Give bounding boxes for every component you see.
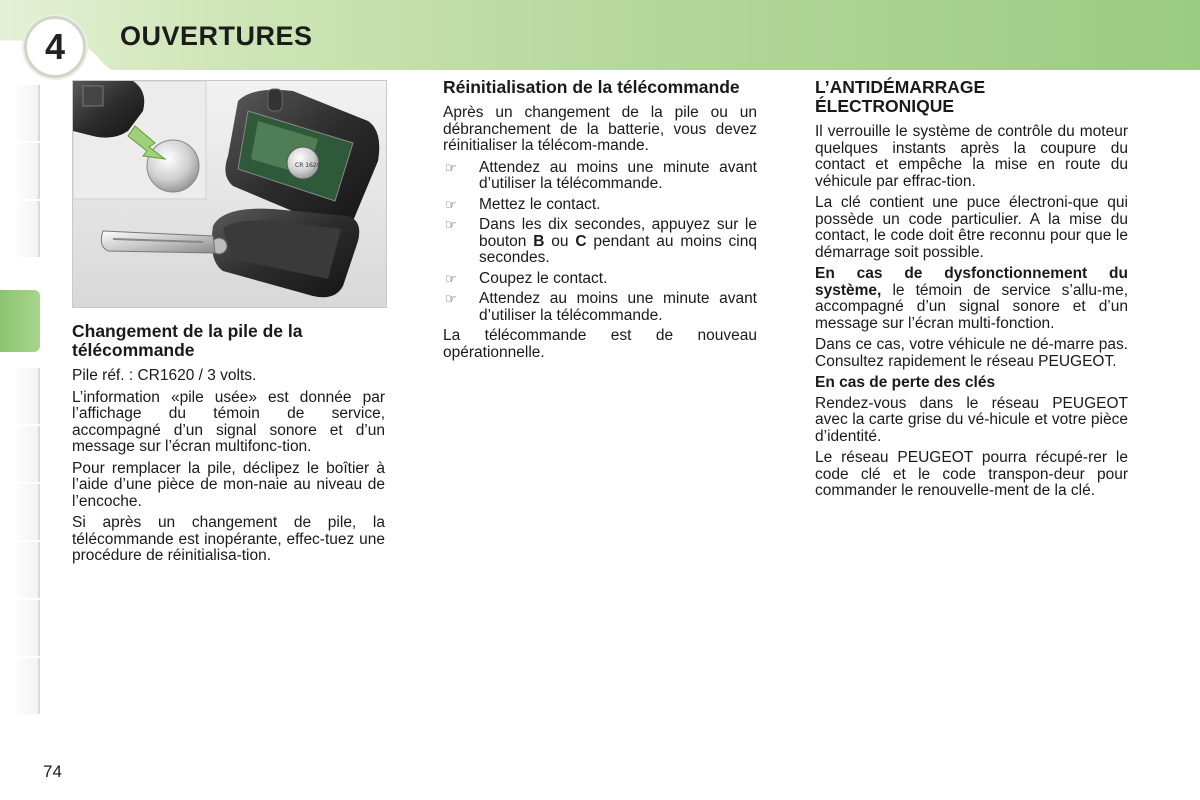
button-c-label: C — [575, 232, 587, 250]
step-text: Attendez au moins une minute avant d’utiliser la télécommande. — [479, 290, 757, 324]
battery-warning-paragraph — [72, 390, 385, 456]
chapter-number-badge: 4 — [24, 16, 86, 78]
side-tab-2[interactable] — [12, 143, 40, 199]
step-text: Coupez le contact. — [479, 269, 608, 287]
page-number: 74 — [43, 762, 62, 781]
immobiliser-p2: La clé contient une puce électroni-que qui possède un code particulier. A la mise du contact, le code doit être reconnu pour que le démarrage soit possible. — [815, 194, 1128, 261]
text-span: , accompagné d’un signal sonore et d’un message sur l’écran multifonc-tion. — [72, 405, 385, 455]
side-tab-10[interactable] — [12, 658, 40, 714]
immobiliser-section — [815, 78, 1128, 505]
side-tab-3[interactable] — [12, 201, 40, 257]
step-text: pendant au moins cinq secondes. — [479, 232, 757, 266]
step-text: Mettez le contact. — [479, 195, 601, 213]
list-item — [443, 291, 757, 324]
list-item — [443, 271, 757, 288]
pointing-hand-icon: ☞ — [445, 270, 457, 286]
immobiliser-p1: Il verrouille le système de contrôle du moteur quelques instants après la coupure du contact et empêche la mise en route du véhicule par effrac-tion. — [815, 123, 1128, 190]
pointing-hand-icon: ☞ — [445, 217, 457, 232]
side-tab-5[interactable] — [12, 368, 40, 424]
remote-reinit-section — [443, 78, 757, 366]
pointing-hand-icon: ☞ — [445, 291, 457, 306]
list-item — [443, 160, 757, 193]
step-text: ou — [544, 232, 576, 250]
side-tab-1[interactable] — [12, 85, 40, 141]
lost-keys-heading: En cas de perte des clés — [815, 374, 996, 391]
remote-reinit-intro: Après un changement de la pile ou un débranchement de la batterie, vous devez réinitialiser la télécom-mande. — [443, 104, 757, 154]
step-text: Dans les dix secondes, appuyez sur le bouton — [479, 216, 757, 250]
battery-label: CR 1620 — [295, 162, 321, 169]
battery-reference: Pile réf. : CR1620 / 3 volts. — [72, 367, 257, 384]
text-span-bold: par l’affichage du témoin de service — [72, 388, 385, 422]
side-tab-4-active[interactable] — [0, 290, 40, 352]
side-tab-6[interactable] — [12, 426, 40, 482]
remote-key-photo — [72, 80, 387, 308]
text-span: le témoin de service s’allu-me, accompagné d’un signal sonore et d’un message sur l’écran multi-fonction. — [815, 281, 1128, 332]
immobiliser-p6: Le réseau PEUGEOT pourra récupé-rer le code clé et le code transpon-deur pour commander le renouvelle-ment de la clé. — [815, 449, 1128, 499]
remote-key-illustration — [73, 81, 386, 307]
immobiliser-p4: Dans ce cas, votre véhicule ne dé-marre pas. Consultez rapidement le réseau PEUGEOT. — [815, 336, 1128, 370]
side-tab-7[interactable] — [12, 484, 40, 540]
immobiliser-heading: L’ANTIDÉMARRAGE ÉLECTRONIQUE — [815, 77, 986, 116]
side-tab-8[interactable] — [12, 542, 40, 598]
battery-change-section — [72, 322, 385, 570]
remote-reinit-steps — [443, 160, 757, 325]
battery-change-heading: Changement de la pile de la télécommande — [72, 321, 303, 360]
text-span: L’information «pile usée» est donnée — [72, 388, 363, 406]
text-span-bold: En cas de dysfonctionnement du système, — [815, 265, 1128, 299]
step-text: Attendez au moins une minute avant d’utiliser la télécommande. — [479, 158, 757, 192]
side-tab-9[interactable] — [12, 600, 40, 656]
pointing-hand-icon: ☞ — [445, 159, 457, 175]
remote-reinit-heading: Réinitialisation de la télécommande — [443, 77, 740, 97]
immobiliser-p3 — [815, 266, 1128, 332]
remote-reinit-outro: La télécommande est de nouveau opérationnelle. — [443, 327, 757, 361]
battery-replace-paragraph: Pour remplacer la pile, déclipez le boîtier à l’aide d’une pièce de mon-naie au niveau de l’encoche. — [72, 459, 385, 510]
battery-reinit-paragraph: Si après un changement de pile, la télécommande est inopérante, effec-tuez une procédure de réinitialisa-tion. — [72, 514, 385, 564]
pointing-hand-icon: ☞ — [445, 196, 457, 212]
list-item — [443, 217, 757, 267]
button-b-label: B — [533, 232, 545, 250]
immobiliser-p5: Rendez-vous dans le réseau PEUGEOT avec la carte grise du vé-hicule et votre pièce d’identité. — [815, 394, 1128, 445]
chapter-title: OUVERTURES — [120, 21, 313, 51]
list-item — [443, 197, 757, 214]
chapter-side-tabs — [0, 85, 42, 720]
